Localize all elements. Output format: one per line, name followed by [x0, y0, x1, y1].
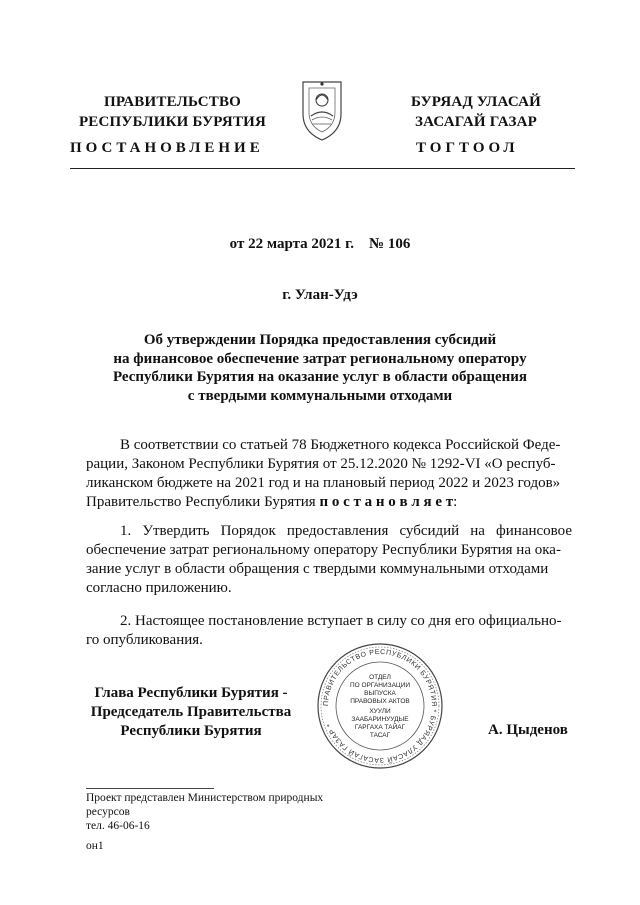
title-line3: Республики Бурятия на оказание услуг в области обращения: [112, 369, 528, 385]
header-right-doc-type: ТОГТООЛ: [416, 140, 519, 156]
signature-position: [86, 684, 296, 741]
footer-line2: ресурсов: [86, 806, 130, 818]
document-city: г. Улан-Удэ: [282, 287, 358, 303]
stamp-center-line5: ХУУЛИ: [369, 708, 391, 715]
header-right-line1: БУРЯАД УЛАСАЙ: [410, 94, 542, 110]
coat-of-arms-icon: [299, 78, 345, 142]
signature-pos-line2: Председатель Правительства: [90, 704, 292, 720]
header-right-line2: ЗАСАГАЙ ГАЗАР: [415, 114, 537, 130]
p1-colon: :: [453, 494, 458, 510]
paragraph-preamble: [86, 436, 572, 512]
p2-line3: зание услуг в области обращения с твердыми коммунальными отходами: [86, 561, 549, 577]
p1-line2: рации, Законом Республики Бурятия от 25.12.2020 № 1292-VI «О респуб-: [86, 456, 556, 472]
p1-line3: ликанском бюджете на 2021 год и на плановый период 2022 и 2023 годов»: [86, 475, 561, 491]
stamp-center-line6: ЗААБАРИНУУДЫЕ: [351, 716, 409, 723]
document-date-number: от 22 марта 2021 г. № 106: [229, 236, 411, 252]
signature-pos-line1: Глава Республики Бурятия -: [94, 685, 288, 701]
stamp-center-line2: ПО ОРГАНИЗАЦИИ: [349, 682, 411, 689]
header-divider: [70, 168, 575, 169]
svg-text:ПРАВИТЕЛЬСТВО РЕСПУБЛИКИ БУРЯТ: [323, 649, 437, 765]
p3-line1: 2. Настоящее постановление вступает в силу со дня его официально-: [120, 613, 562, 629]
p2-line4: согласно приложению.: [86, 580, 232, 596]
p1-line4-text: Правительство Республики Бурятия: [86, 494, 320, 510]
document-title: [0, 331, 640, 405]
header-left-line1: ПРАВИТЕЛЬСТВО: [103, 94, 242, 110]
p2-line1: 1. Утвердить Порядок предоставления субсидий на финансовое: [120, 523, 572, 539]
signature-pos-line3: Республики Бурятия: [120, 723, 262, 739]
paragraph-item-1: [86, 522, 572, 598]
title-line2: на финансовое обеспечение затрат региональному оператору: [113, 350, 527, 367]
p1-line4: [86, 493, 572, 512]
official-stamp: [315, 641, 445, 771]
title-line4: с твердыми коммунальными отходами: [187, 387, 453, 404]
footer-line1: Проект представлен Министерством природных: [86, 792, 324, 804]
footer-line4: он1: [86, 840, 104, 852]
p1-resolves: п о с т а н о в л я е т: [319, 494, 454, 510]
p2-line2: обеспечение затрат региональному оператору Республики Бурятия на ока-: [86, 542, 561, 558]
header-left-org: [70, 92, 275, 132]
stamp-center-line1: ОТДЕЛ: [369, 674, 391, 681]
stamp-center-line7: ГАРГАХА ТАЙАГ: [354, 724, 406, 731]
stamp-center-line3: ВЫПУСКА: [364, 690, 396, 697]
stamp-center-line4: ПРАВОВЫХ АКТОВ: [350, 698, 410, 705]
title-line1: Об утверждении Порядка предоставления субсидий: [143, 332, 497, 348]
stamp-center-line8: ТАСАГ: [369, 732, 391, 739]
stamp-ring-text: ПРАВИТЕЛЬСТВО РЕСПУБЛИКИ БУРЯТИЯ * БУРЯАД УЛАСАЙ ЗАСАГАЙ ГАЗАР *: [322, 648, 438, 764]
footer-notes: [86, 791, 323, 853]
p1-line1: В соответствии со статьей 78 Бюджетного кодекса Российской Феде-: [120, 437, 561, 453]
p3-line2: го опубликования.: [86, 632, 203, 648]
header-left-line2: РЕСПУБЛИКИ БУРЯТИЯ: [78, 114, 267, 130]
footer-line3: тел. 46-06-16: [86, 820, 150, 832]
header-left-doc-type: ПОСТАНОВЛЕНИЕ: [70, 140, 264, 156]
footer-divider: [86, 788, 214, 789]
signature-name: А. Цыденов: [488, 722, 568, 738]
header-right-org: [382, 92, 570, 132]
